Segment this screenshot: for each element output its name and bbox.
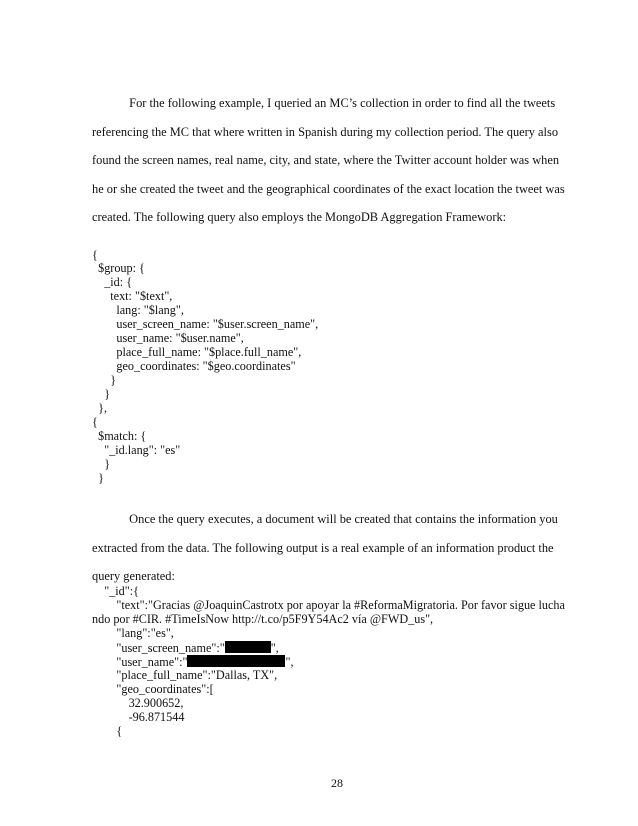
code-line: lang: "$lang",	[92, 303, 184, 317]
code-line: }	[92, 457, 111, 471]
code-line: $group: {	[92, 261, 145, 275]
code-line: geo_coordinates: "$geo.coordinates"	[92, 359, 296, 373]
code-line: 32.900652,	[92, 696, 184, 710]
code-line: $match: {	[92, 429, 147, 443]
code-line: {	[92, 248, 98, 262]
code-line: "lang":"es",	[92, 626, 174, 640]
code-line: }	[92, 387, 111, 401]
code-text: "user_name":"	[92, 655, 188, 669]
paragraph-line: created. The following query also employs the MongoDB Aggregation Framework:	[92, 210, 507, 224]
code-line: user_name: "$user.name",	[92, 331, 244, 345]
code-line: "_id":{	[92, 584, 139, 598]
code-line: text: "$text",	[92, 289, 173, 303]
code-line: "geo_coordinates":[	[92, 682, 214, 696]
code-text: "user_screen_name":"	[92, 641, 225, 655]
paragraph-line: found the screen names, real name, city, and state, where the Twitter account holder was when	[92, 153, 560, 167]
code-line-screen-name	[92, 641, 279, 655]
code-line: "_id.lang": "es"	[92, 443, 181, 457]
code-text: ",	[270, 641, 279, 655]
redaction-box	[187, 655, 285, 667]
code-line: {	[92, 724, 123, 738]
code-line: }	[92, 373, 117, 387]
code-line: },	[92, 401, 107, 415]
code-line: "text":"Gracias @JoaquinCastrotx por apoyar la #ReformaMigratoria. Por favor sigue lucha	[92, 598, 565, 612]
paragraph-line: For the following example, I queried an MC’s collection in order to find all the tweets	[92, 96, 556, 110]
code-line-user-name	[92, 655, 294, 669]
paragraph-line: extracted from the data. The following output is a real example of an information product the	[92, 541, 554, 555]
code-line: user_screen_name: "$user.screen_name",	[92, 317, 319, 331]
redaction-box	[225, 641, 271, 653]
code-line: _id: {	[92, 275, 133, 289]
code-line: ndo por #CIR. #TimeIsNow http://t.co/p5F9Y54Ac2 vía @FWD_us",	[92, 612, 434, 626]
code-line: "place_full_name":"Dallas, TX",	[92, 668, 278, 682]
page-number: 28	[331, 776, 343, 790]
code-line: }	[92, 471, 104, 485]
code-line: -96.871544	[92, 710, 185, 724]
paragraph-line: query generated:	[92, 569, 175, 583]
paragraph-line: referencing the MC that where written in Spanish during my collection period. The query also	[92, 125, 559, 139]
paragraph-line: he or she created the tweet and the geographical coordinates of the exact location the tweet was	[92, 182, 565, 196]
code-text: ",	[285, 655, 294, 669]
paragraph-line: Once the query executes, a document will be created that contains the information you	[92, 512, 558, 526]
code-line: place_full_name: "$place.full_name",	[92, 345, 302, 359]
code-line: {	[92, 415, 98, 429]
